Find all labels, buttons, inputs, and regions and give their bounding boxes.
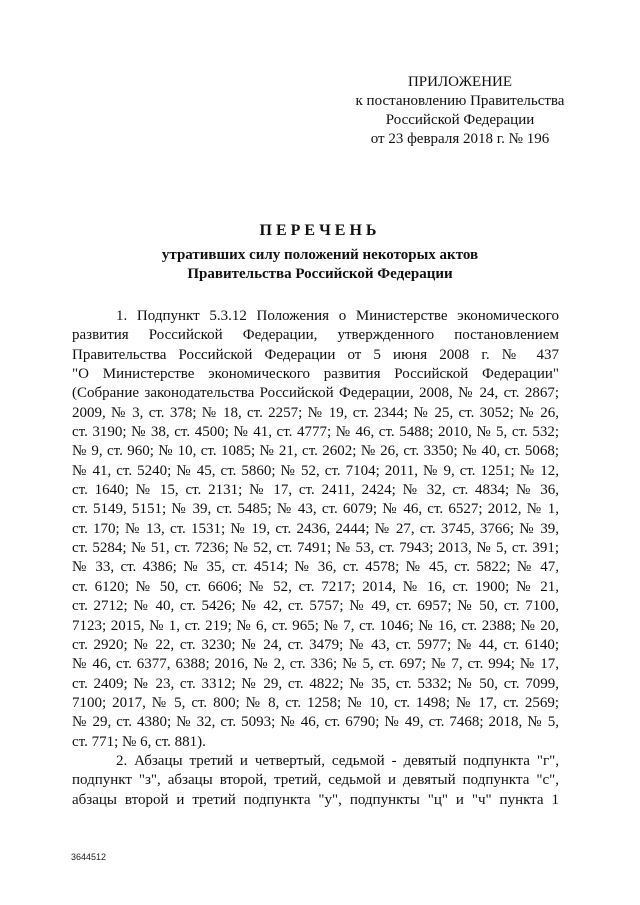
paragraph-line: (Собрание законодательства Российской Федерации, 2008, № 24, ст. 2867; — [72, 385, 559, 402]
paragraph-line: развития Российской Федерации, утвержденного постановлением — [72, 327, 559, 344]
paragraph-line: абзацы второй и третий подпункта "у", подпункты "ц" и "ч" пункта 1 — [72, 791, 559, 808]
paragraph-line: 7123; 2015, № 1, ст. 219; № 6, ст. 965; № 7, ст. 1046; № 16, ст. 2388; № 20, — [72, 617, 559, 634]
paragraph-line: 2009, № 3, ст. 378; № 18, ст. 2257; № 19, ст. 2344; № 25, ст. 3052; № 26, — [72, 404, 559, 421]
paragraph-line: ст. 2920; № 22, ст. 3230; № 24, ст. 3479; № 43, ст. 5977; № 44, ст. 6140; — [72, 636, 559, 653]
paragraph-line: "О Министерстве экономического развития Российской Федерации" — [72, 366, 559, 383]
document-body — [72, 307, 559, 810]
paragraph-line: ст. 2409; № 23, ст. 3312; № 29, ст. 4822; № 35, ст. 5332; № 50, ст. 7099, — [72, 675, 559, 692]
paragraph-line: 7100; 2017, № 5, ст. 800; № 8, ст. 1258; № 10, ст. 1498; № 17, ст. 2569; — [72, 694, 559, 711]
paragraph-line: № 41, ст. 5240; № 45, ст. 5860; № 52, ст. 7104; 2011, № 9, ст. 1251; № 12, — [72, 462, 559, 479]
paragraph-line: № 33, ст. 4386; № 35, ст. 4514; № 36, ст. 4578; № 45, ст. 5822; № 47, — [72, 559, 559, 576]
appendix-line: Российской Федерации — [385, 112, 535, 128]
paragraph-line: ст. 170; № 13, ст. 1531; № 19, ст. 2436, 2444; № 27, ст. 3745, 3766; № 39, — [72, 520, 559, 537]
paragraph-2-first-line: 2. Абзацы третий и четвертый, седьмой - девятый подпункта "г", — [116, 752, 559, 769]
document-title: ПЕРЕЧЕНЬ — [259, 222, 381, 239]
document-code: 3644512 — [71, 852, 107, 862]
subtitle-line: Правительства Российской Федерации — [187, 266, 453, 282]
paragraph-1-first-line: 1. Подпункт 5.3.12 Положения о Министерстве экономического — [116, 308, 559, 324]
paragraph-line: № 29, ст. 4380; № 32, ст. 5093; № 46, ст. 6790; № 49, ст. 7468; 2018, № 5, — [72, 714, 559, 731]
paragraph-line: ст. 5149, 5151; № 39, ст. 5485; № 43, ст. 6079; № 46, ст. 6527; 2012, № 1, — [72, 501, 559, 518]
paragraph-line: подпункт "з", абзацы второй, третий, седьмой и девятый подпункта "с", — [72, 772, 559, 789]
paragraph-line: № 46, ст. 6377, 6388; 2016, № 2, ст. 336; № 5, ст. 697; № 7, ст. 994; № 17, — [72, 656, 559, 673]
appendix-line: к постановлению Правительства — [355, 93, 565, 109]
paragraph-line: ст. 1640; № 15, ст. 2131; № 17, ст. 2411, 2424; № 32, ст. 4834; № 36, — [72, 482, 559, 499]
paragraph-line: ст. 6120; № 50, ст. 6606; № 52, ст. 7217; 2014, № 16, ст. 1900; № 21, — [72, 578, 559, 595]
paragraph-line: ст. 3190; № 38, ст. 4500; № 41, ст. 4777; № 46, ст. 5488; 2010, № 5, ст. 532; — [72, 424, 559, 441]
document-subtitle — [0, 246, 640, 284]
paragraph-line: № 9, ст. 960; № 10, ст. 1085; № 21, ст. 2602; № 26, ст. 3350; № 40, ст. 5068; — [72, 443, 559, 460]
appendix-block — [340, 73, 580, 149]
paragraph-line: Правительства Российской Федерации от 5 июня 2008 г. № 437 — [72, 346, 559, 363]
subtitle-line: утративших силу положений некоторых актов — [161, 247, 479, 263]
paragraph-line: ст. 5284; № 51, ст. 7236; № 52, ст. 7491; № 53, ст. 7943; 2013, № 5, ст. 391; — [72, 540, 559, 557]
appendix-heading: ПРИЛОЖЕНИЕ — [407, 74, 513, 90]
paragraph-1-last-line: ст. 771; № 6, ст. 881). — [72, 733, 206, 750]
appendix-date-number: от 23 февраля 2018 г. № 196 — [370, 131, 550, 147]
paragraph-line: ст. 2712; № 40, ст. 5426; № 42, ст. 5757; № 49, ст. 6957; № 50, ст. 7100, — [72, 598, 559, 615]
